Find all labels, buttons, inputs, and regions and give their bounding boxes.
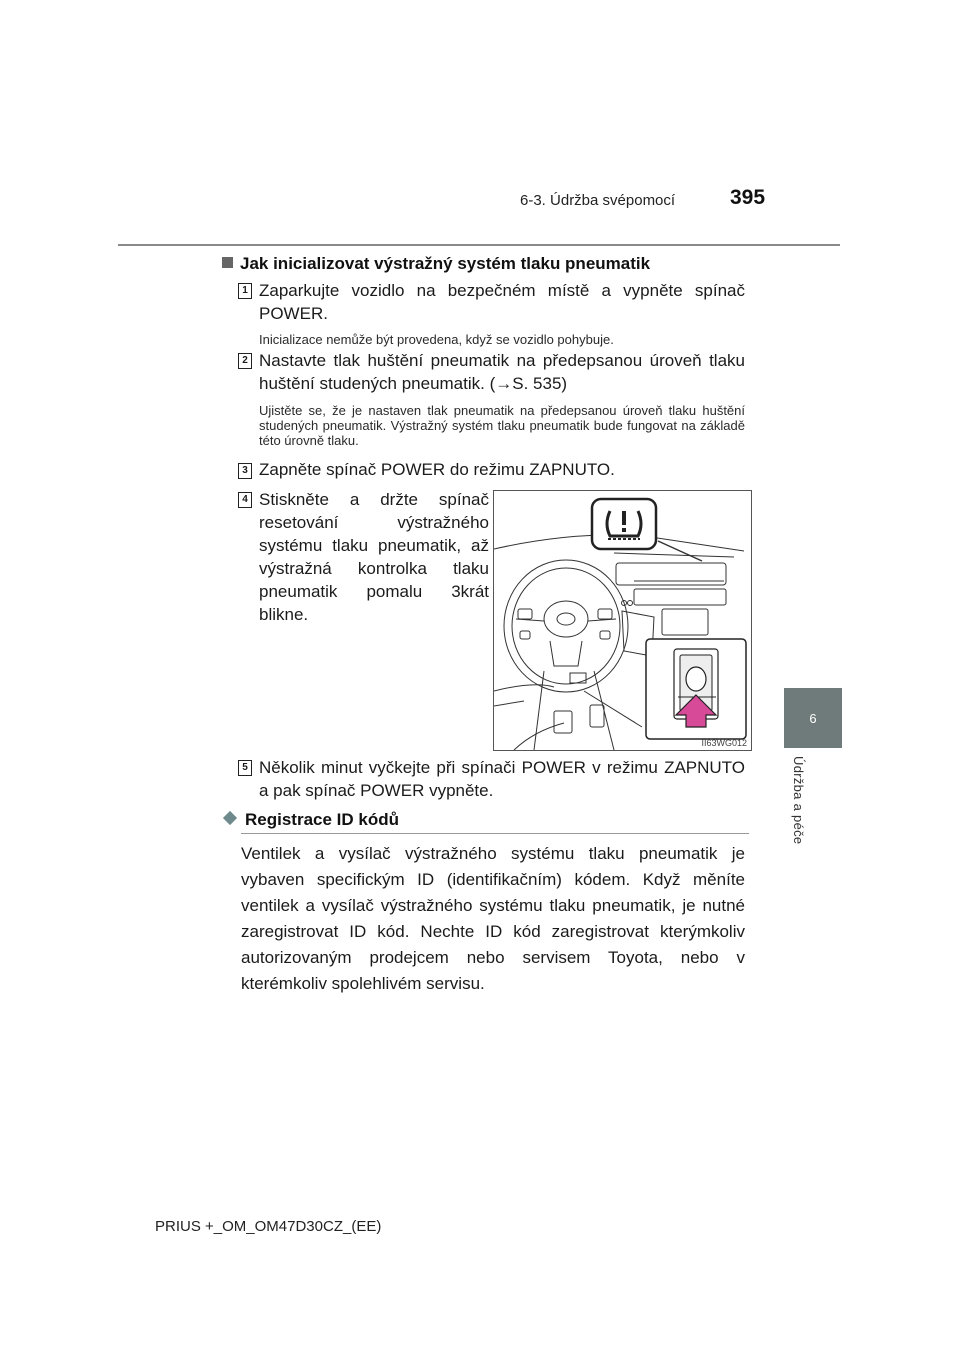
step-text: Zaparkujte vozidlo na bezpečném místě a vypněte spínač POWER. [259,281,745,323]
header-divider [118,244,840,246]
step-number: 1 [238,283,252,299]
step-number: 5 [238,760,252,776]
step-text: Zapněte spínač POWER do režimu ZAPNUTO. [259,460,615,479]
dashboard-illustration [493,490,752,751]
tire-pressure-warning-icon [592,499,656,549]
step-text: Několik minut vyčkejte při spínači POWER v režimu ZAPNUTO a pak spínač POWER vypněte. [259,758,745,800]
section-title: 6-3. Údržba svépomocí [520,192,676,209]
dashboard-drawing [494,491,751,750]
page-number: 395 [730,186,766,209]
step-note: Ujistěte se, že je nastaven tlak pneumatik na předepsanou úroveň tlaku huštění studených pneumatik. Výstražný systém tlaku pneumatik bude fungovat na základě této úrovně tlaku. [259,403,745,448]
chapter-tab-label: Údržba a péče [791,756,806,845]
step-text: Nastavte tlak huštění pneumatik na předepsanou úroveň tlaku huštění studených pneumatik. (→S. 535) [259,351,745,393]
subheading-divider [241,833,749,834]
diamond-bullet-icon [223,811,237,825]
step-number: 2 [238,353,252,369]
step-number: 3 [238,463,252,479]
figure-id: II63WG012 [701,738,747,748]
main-heading [222,254,650,274]
subheading [222,810,399,830]
step-number: 4 [238,492,252,508]
subheading-text: Registrace ID kódů [245,810,399,829]
step-text: Stiskněte a držte spínač resetování výstražného systému tlaku pneumatik, až výstražná kontrolka tlaku pneumatik pomalu 3krát blikne. [259,490,489,624]
chapter-tab: 6 [784,688,842,748]
step-note: Inicializace nemůže být provedena, když se vozidlo pohybuje. [259,332,614,347]
square-bullet-icon [222,257,233,268]
document-id: PRIUS +_OM_OM47D30CZ_(EE) [155,1218,382,1235]
body-paragraph: Ventilek a vysílač výstražného systému tlaku pneumatik je vybaven specifickým ID (identifikačním) kódem. Když měníte ventilek a vysílač výstražného systému tlaku pneumatik, je nutné zaregistrovat ID kód. Nechte ID kód zaregistrovat kterýmkoliv autorizovaným prodejcem nebo servisem Toyota, nebo v kterémkoliv spolehlivém servisu. [241,844,745,993]
main-heading-text: Jak inicializovat výstražný systém tlaku pneumatik [240,254,651,273]
